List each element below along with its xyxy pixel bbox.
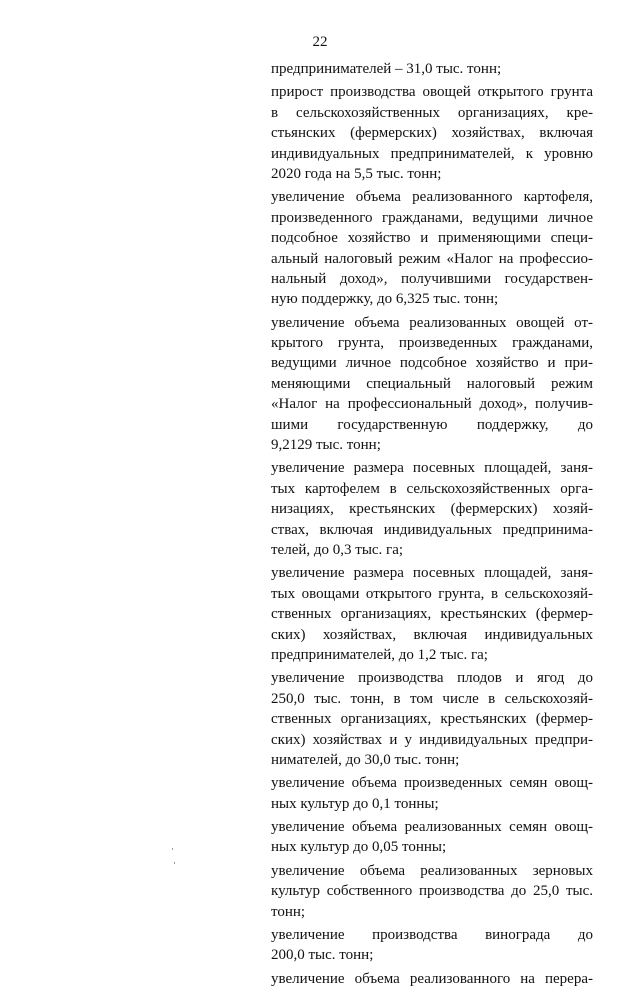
- body-paragraph: [271, 925, 593, 966]
- text-line: 9,2129 тыс. тонн;: [271, 437, 381, 454]
- text-line: увеличение объема реализованных семян овощ-: [271, 819, 593, 836]
- scan-speck: [172, 848, 173, 850]
- text-line: ных культур до 0,1 тонны;: [271, 795, 439, 812]
- text-line: предпринимателей – 31,0 тыс. тонн;: [271, 61, 502, 77]
- text-line: ственных организациях, крестьянских (фермер-: [271, 606, 593, 623]
- text-line: предпринимателей, до 1,2 тыс. га;: [271, 646, 488, 663]
- body-paragraph: [271, 563, 593, 665]
- text-line: индивидуальных предпринимателей, к уровню: [271, 145, 593, 162]
- text-line: тых овощами открытого грунта, в сельскохозяй-: [271, 585, 593, 602]
- text-line: «Налог на профессиональный доход», получив-: [271, 396, 593, 413]
- body-paragraph: [271, 773, 593, 814]
- text-line: тых картофелем в сельскохозяйственных орга-: [271, 480, 593, 497]
- body-paragraph: [271, 187, 593, 309]
- text-line: меняющими специальный налоговый режим: [271, 375, 593, 392]
- text-line: произведенного гражданами, ведущими личное: [271, 209, 593, 226]
- page-number: 22: [312, 34, 328, 50]
- text-line: увеличение размера посевных площадей, заня-: [271, 565, 593, 582]
- text-line: ских) хозяйствах, включая индивидуальных: [271, 626, 593, 643]
- text-line: ведущими личное подсобное хозяйство и при-: [271, 355, 593, 372]
- text-line: 200,0 тыс. тонн;: [271, 947, 374, 964]
- body-paragraph: [271, 861, 593, 922]
- text-line: увеличение объема реализованного картофеля,: [271, 189, 593, 206]
- text-line: прирост производства овощей открытого грунта: [271, 84, 593, 101]
- text-line: 2020 года на 5,5 тыс. тонн;: [271, 165, 442, 182]
- body-paragraph: [271, 668, 593, 770]
- text-line: нальный доход», получившими государствен-: [271, 270, 593, 287]
- text-line: 250,0 тыс. тонн, в том числе в сельскохозяй-: [271, 690, 593, 707]
- text-line: ных культур до 0,05 тонны;: [271, 839, 447, 856]
- document-body: [271, 59, 593, 992]
- text-line: подсобное хозяйство и применяющими специ-: [271, 230, 593, 247]
- text-line: ную поддержку, до 6,325 тыс. тонн;: [271, 291, 499, 308]
- text-line: низациях, крестьянских (фермерских) хозяй-: [271, 501, 593, 518]
- body-paragraph: [271, 313, 593, 456]
- body-paragraph: [271, 59, 593, 79]
- text-line: увеличение объема реализованных овощей от-: [271, 314, 593, 331]
- text-line: увеличение объема реализованных зерновых: [271, 862, 593, 879]
- text-line: нимателей, до 30,0 тыс. тонн;: [271, 751, 460, 768]
- text-line: крытого грунта, произведенных гражданами,: [271, 335, 593, 352]
- text-line: ственных организациях, крестьянских (фермер-: [271, 711, 593, 728]
- text-line: стьянских (фермерских) хозяйствах, включая: [271, 125, 593, 142]
- body-paragraph: [271, 458, 593, 560]
- body-paragraph: [271, 817, 593, 858]
- body-paragraph: [271, 82, 593, 184]
- text-line: тонн;: [271, 903, 306, 920]
- text-line: в сельскохозяйственных организациях, кре-: [271, 104, 593, 121]
- text-line: телей, до 0,3 тыс. га;: [271, 541, 404, 558]
- scan-speck: [174, 862, 175, 864]
- text-line: увеличение производства винограда до: [271, 927, 593, 944]
- body-paragraph: [271, 969, 593, 989]
- text-line: ствах, включая индивидуальных предпринима-: [271, 521, 593, 538]
- text-line: увеличение производства плодов и ягод до: [271, 670, 593, 687]
- text-line: увеличение размера посевных площадей, заня-: [271, 460, 593, 477]
- text-line: альный налоговый режим «Налог на профессио-: [271, 250, 593, 267]
- text-line: увеличение объема реализованного на перера-: [271, 970, 593, 987]
- text-line: культур собственного производства до 25,0 тыс.: [271, 883, 593, 900]
- text-line: увеличение объема произведенных семян овощ-: [271, 775, 593, 792]
- text-line: ских) хозяйствах и у индивидуальных предпри-: [271, 731, 593, 748]
- text-line: шими государственную поддержку, до: [271, 416, 593, 433]
